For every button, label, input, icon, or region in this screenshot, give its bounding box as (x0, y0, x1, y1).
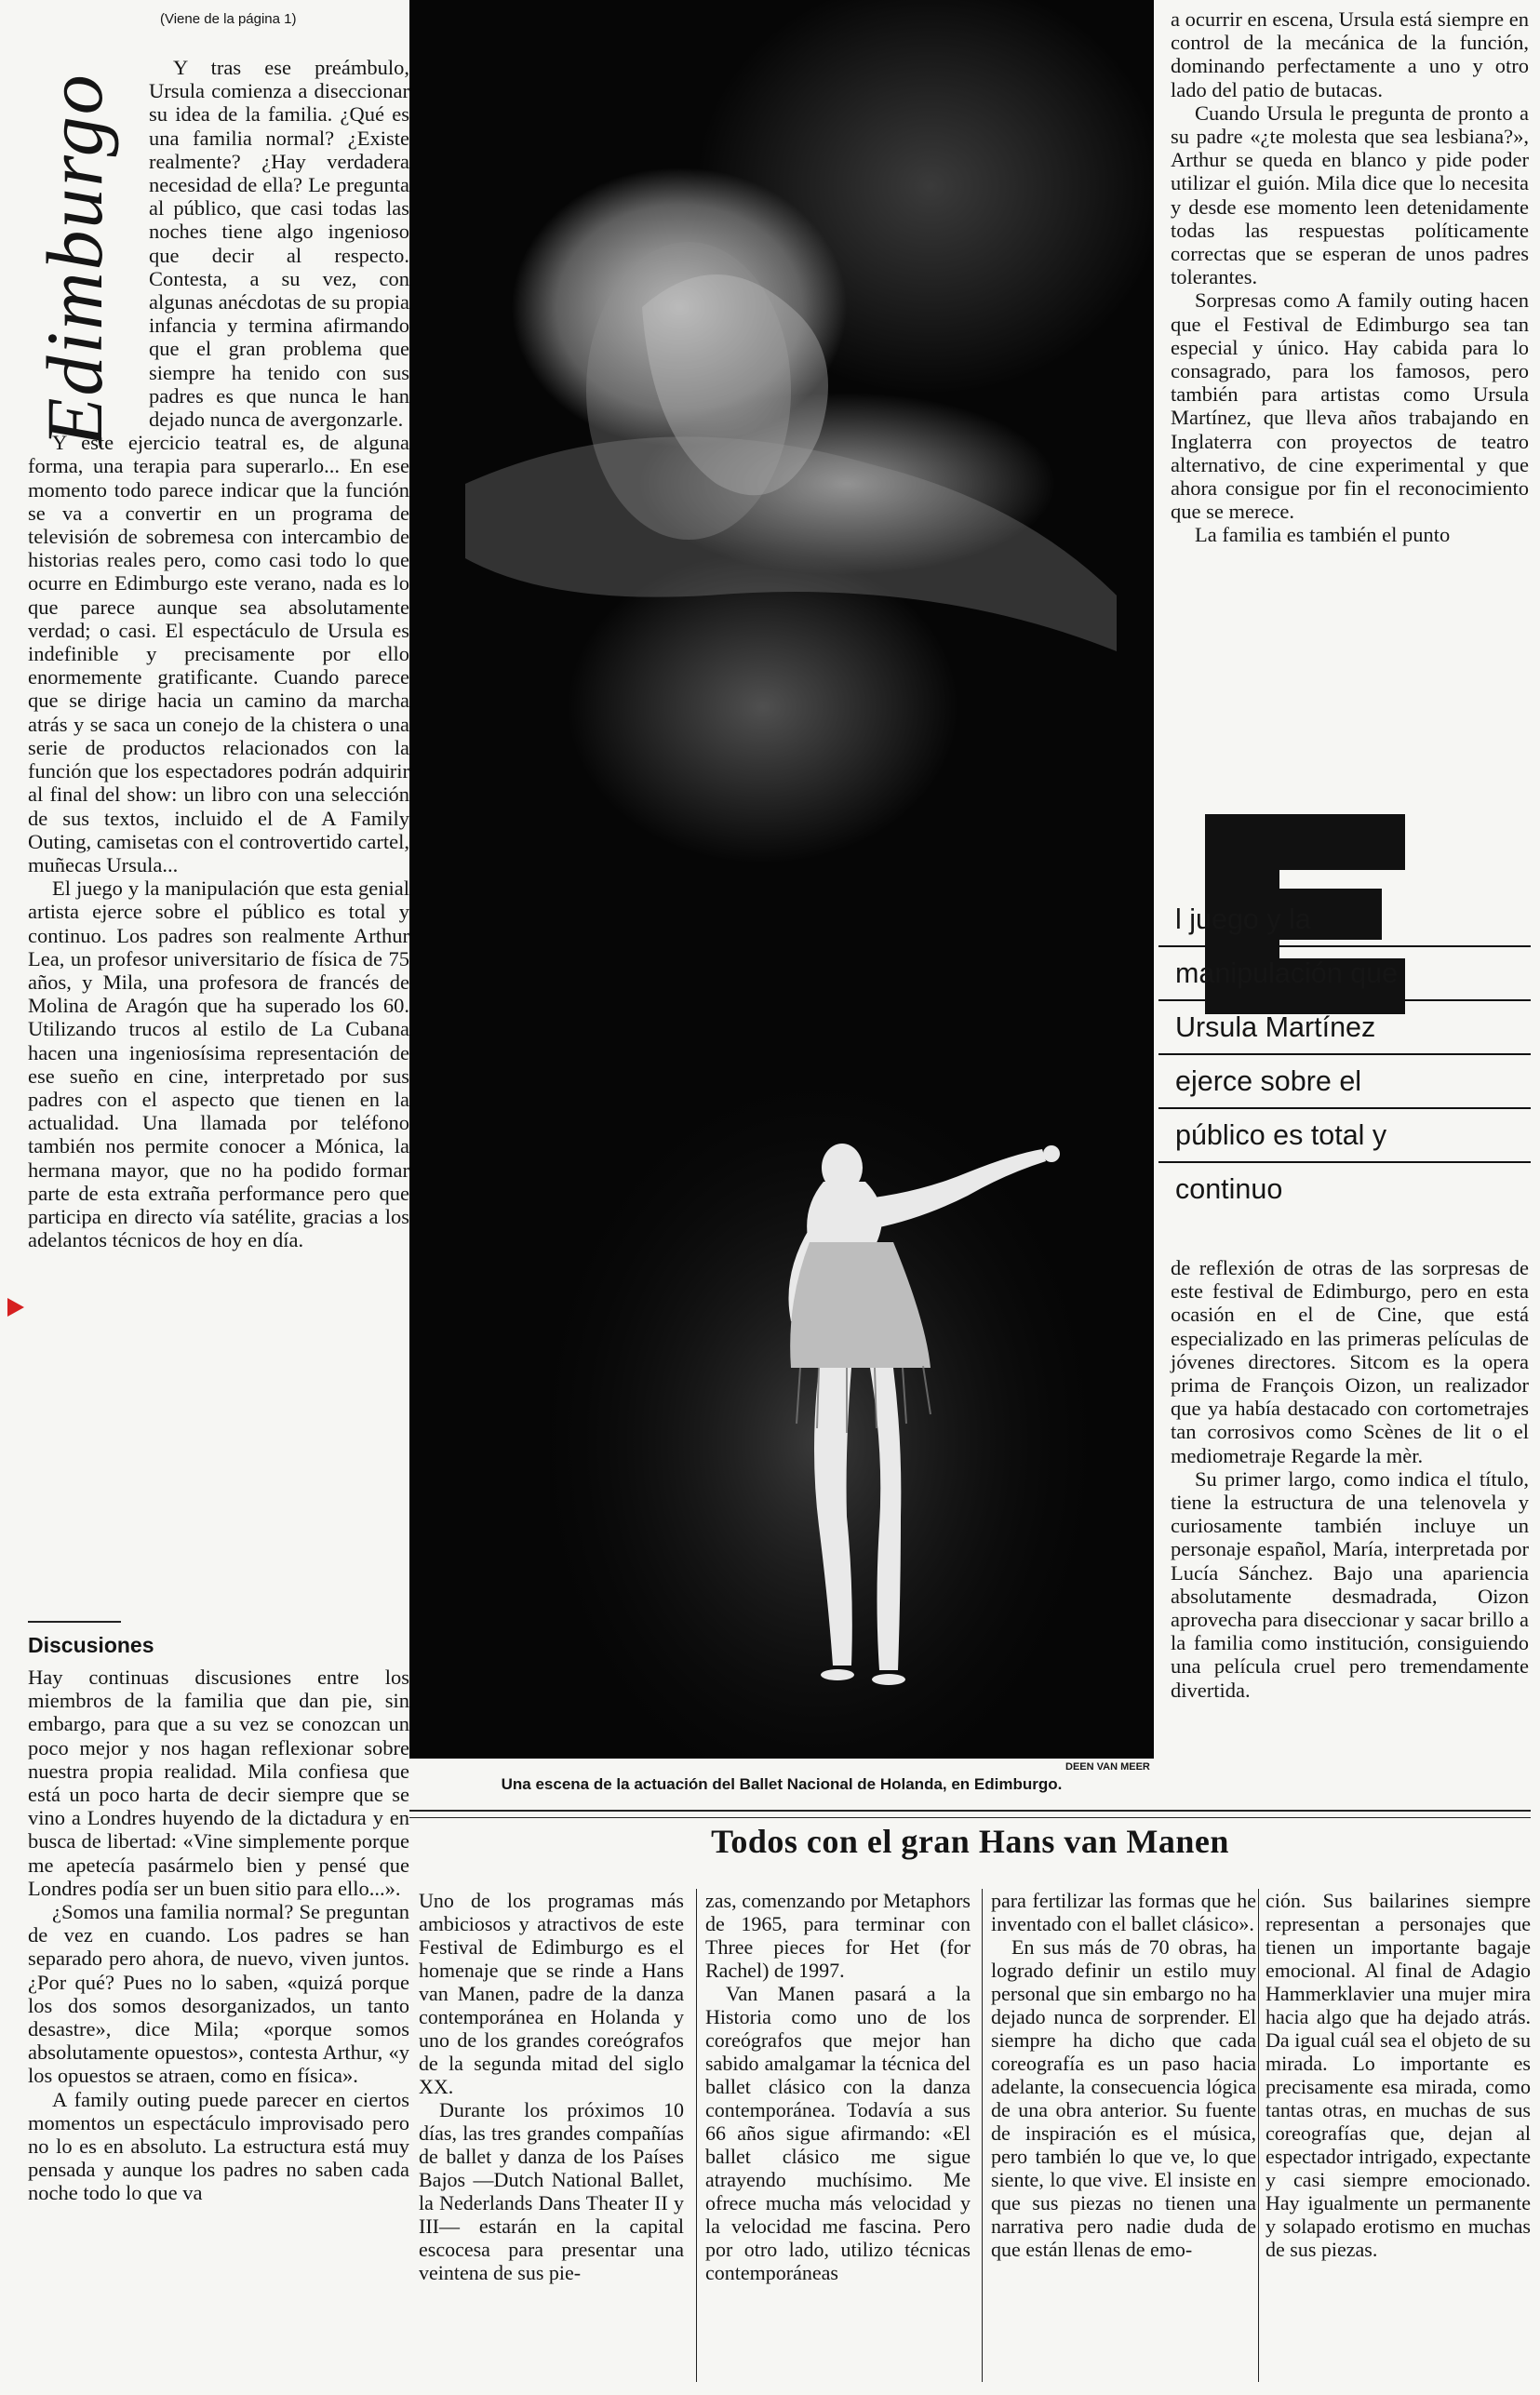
paragraph: Uno de los programas más ambiciosos y atractivos de este Festival de Edimburgo es el homenaje que se rinde a Hans van Manen, padre de la danza contemporánea en Holanda y uno de los grandes coreógrafos de la segunda mitad del siglo XX. (419, 1889, 684, 2098)
paragraph: Durante los próximos 10 días, las tres grandes compañías de ballet y danza de los Países Bajos —Dutch National Ballet, la Nederlands Dans Theater II y III— estarán en la capital escocesa para presentar una veintena de sus pie- (419, 2098, 684, 2284)
column-divider (696, 1889, 697, 2382)
paragraph: Y tras ese preámbulo, Ursula comienza a diseccionar su idea de la familia. ¿Qué es una familia normal? ¿Existe realmente? ¿Hay verdadera necesidad de ella? Le pregunta al público, que casi todas las noches tiene algo ingenioso que decir al respecto. Contesta, a su vez, con algunas anécdotas de su propia infancia y termina afirmando que el gran problema que siempre ha tenido con sus padres es que nunca le han dejado nunca de avergonzarle. (149, 56, 409, 432)
pull-quote-line: ejerce sobre el (1158, 1055, 1531, 1109)
continued-from-label: (Viene de la página 1) (160, 11, 297, 27)
article-column-3 (1171, 7, 1529, 547)
paragraph: de reflexión de otras de las sorpresas de este festival de Edimburgo, pero en esta ocasión en el de Cine, que está especializado en las primeras películas de jóvenes directores. Sitcom es la opera prima de François Oizon, un realizador que ya había destacado con cortometrajes tan corrosivos como Scènes de lit o el mediometraje Regarde la mèr. (1171, 1256, 1529, 1467)
paragraph: Van Manen pasará a la Historia como uno de los coreógrafos que mejor han sabido amalgamar la técnica del ballet clásico con la danza contemporánea. Todavía a sus 66 años sigue afirmando: «El ballet clásico me sigue atrayendo muchísimo. Me ofrece mucha más velocidad y la velocidad me fascina. Pero por otro lado, utilizo técnicas contemporáneas (705, 1982, 971, 2284)
pull-quote-line: l juego y la (1158, 893, 1531, 947)
pull-quote-line: manipulación que (1158, 947, 1531, 1001)
ballet-photo (409, 0, 1154, 1759)
paragraph: A family outing puede parecer en ciertos momentos un espectáculo improvisado pero no lo es en absoluto. La estructura está muy pensada y aunque los padres no saben cada noche todo lo que va (28, 2087, 409, 2205)
red-arrow-marker (7, 1298, 24, 1317)
paragraph: para fertilizar las formas que he inventado con el ballet clásico». (991, 1889, 1256, 1935)
sidebar-column-1 (419, 1889, 684, 2284)
subhead: Discusiones (28, 1633, 154, 1657)
paragraph: Cuando Ursula le pregunta de pronto a su padre «¿te molesta que sea lesbiana?», Arthur se queda en blanco y pide poder utilizar el guión. Mila dice que lo necesita y desde ese momento leen detenidamente todas las respuestas políticamente correctas que se esperan de unos padres tolerantes. (1171, 100, 1529, 289)
paragraph: La familia es también el punto (1195, 523, 1451, 547)
paragraph: Hay continuas discusiones entre los miembros de la familia que dan pie, sin embargo, para que a su vez se conozcan un poco mejor y nos hagan reflexionar sobre nuestra propia realidad. Mila confiesa que está un poco harta de decir siempre que se vino a Londres huyendo de la dictadura y en busca de libertad: «Vine simplemente porque me apetecía pasármelo bien y pensé que Londres podía ser un buen sitio para ello...». (28, 1666, 409, 1900)
pull-quote-line: Ursula Martínez (1158, 1001, 1531, 1055)
pull-quote-line: público es total y (1158, 1109, 1531, 1163)
article-column-1 (28, 56, 409, 1251)
article-column-1-continued (28, 1666, 409, 2205)
pull-quote-line: continuo (1175, 1173, 1283, 1205)
column-divider (982, 1889, 983, 2382)
paragraph: zas, comenzando por Metaphors de 1965, para terminar con Three pieces for Het (for Rachel) de 1997. (705, 1889, 971, 1982)
sidebar-column-3 (991, 1889, 1256, 2261)
sidebar-column-2 (705, 1889, 971, 2284)
paragraph: ¿Somos una familia normal? Se preguntan de vez en cuando. Los padres se han separado pero ahora, de nuevo, viven juntos. ¿Por qué? Pues no lo saben, «quizá porque los dos somos desorganizados, un tanto desastre», dice Mila; «porque somos absolutamente opuestos», contesta Arthur, «y los opuestos se atraen, como en física». (28, 1900, 409, 2088)
article-column-3-continued (1171, 1256, 1529, 1702)
photo-credit: DEEN VAN MEER (1065, 1761, 1150, 1773)
photo-caption: Una escena de la actuación del Ballet Nacional de Holanda, en Edimburgo. (501, 1775, 1063, 1793)
paragraph: a ocurrir en escena, Ursula está siempre en control de la mecánica de la función, dominando perfectamente a uno y otro lado del patio de butacas. (1171, 7, 1529, 101)
paragraph: Su primer largo, como indica el título, tiene la estructura de una telenovela y curiosamente también incluye un personaje español, María, interpretada por Lucía Sánchez. Bajo una apariencia absolutamente desmadrada, Oizon aprovecha para diseccionar y sacar brillo a la familia como institución, consiguiendo una película cruel pero tremendamente divertida. (1171, 1466, 1529, 1702)
sidebar-top-rule-thin (409, 1817, 1531, 1818)
column-divider (1258, 1889, 1259, 2382)
sidebar-top-rule (409, 1810, 1531, 1812)
paragraph: Y este ejercicio teatral es, de alguna forma, una terapia para superarlo... En ese momento todo parece indicar que la función se va a convertir en un programa de televisión de sobremesa con intercambio de historias reales pero, como casi todo lo que ocurre en Edimburgo este verano, nada es lo que parece aunque sea absolutamente verdad; o casi. El espectáculo de Ursula es indefinible y precisamente por ello enormemente gratificante. Cuando parece que se dirige hacia un camino da marcha atrás y se saca un conejo de la chistera o una serie de productos relacionados con la función que los espectadores podrán adquirir al final del show: un libro con una selección de sus textos, incluido el de A Family Outing, camisetas con el controvertido cartel, muñecas Ursula... (28, 431, 409, 876)
section-title: Edimburgo (30, 73, 119, 447)
subhead-rule (28, 1621, 121, 1623)
sidebar-column-4 (1265, 1889, 1531, 2261)
paragraph: En sus más de 70 obras, ha logrado definir un estilo muy personal que sin embargo no ha dejado nunca de sorprender. El siempre ha dicho que cada coreografía es un paso hacia adelante, la consecuencia lógica de una obra anterior. Su fuente de inspiración es el música, pero también lo que ve, lo que siente, lo que vive. El insiste en que sus piezas no tienen una narrativa pero nadie duda de que están llenas de emo- (991, 1935, 1256, 2261)
paragraph: El juego y la manipulación que esta genial artista ejerce sobre el público es total y continuo. Los padres son realmente Arthur Lea, un profesor universitario de física de 75 años, y Mila, una profesora de francés de Molina de Aragón que ha superado los 60. Utilizando trucos al estilo de La Cubana hacen una ingeniosísima representación de ese sueño en cine, interpretado por sus padres con el aspecto que tienen en la actualidad. Una llamada por teléfono también nos permite conocer a Mónica, la hermana mayor, que no ha podido formar parte de esta extraña performance pero que participa en directo vía satélite, gracias a los adelantos técnicos de hoy en día. (28, 876, 409, 1252)
pull-quote (1158, 893, 1531, 1215)
paragraph: ción. Sus bailarines siempre representan a personajes que tienen un importante bagaje emocional. Al final de Adagio Hammerklavier una mujer mira hacia algo que ha dejado atrás. Da igual cuál sea el objeto de su mirada. Lo importante es precisamente esa mirada, como tantas otras, en muchas de sus coreografías que, dejan al espectador intrigado, expectante y casi siempre emocionado. Hay igualmente un permanente y solapado erotismo en muchas de sus piezas. (1265, 1889, 1531, 2261)
paragraph: Sorpresas como A family outing hacen que el Festival de Edimburgo sea tan especial y único. Hay cabida para lo consagrado, para los famosos, pero también para artistas como Ursula Martínez, que lleva años trabajando en Inglaterra con proyectos de teatro alternativo, de cine experimental y que ahora consigue por fin el reconocimiento que se merece. (1171, 288, 1529, 524)
ballet-dancer-figure (409, 0, 1154, 1759)
sidebar-title: Todos con el gran Hans van Manen (711, 1823, 1229, 1860)
